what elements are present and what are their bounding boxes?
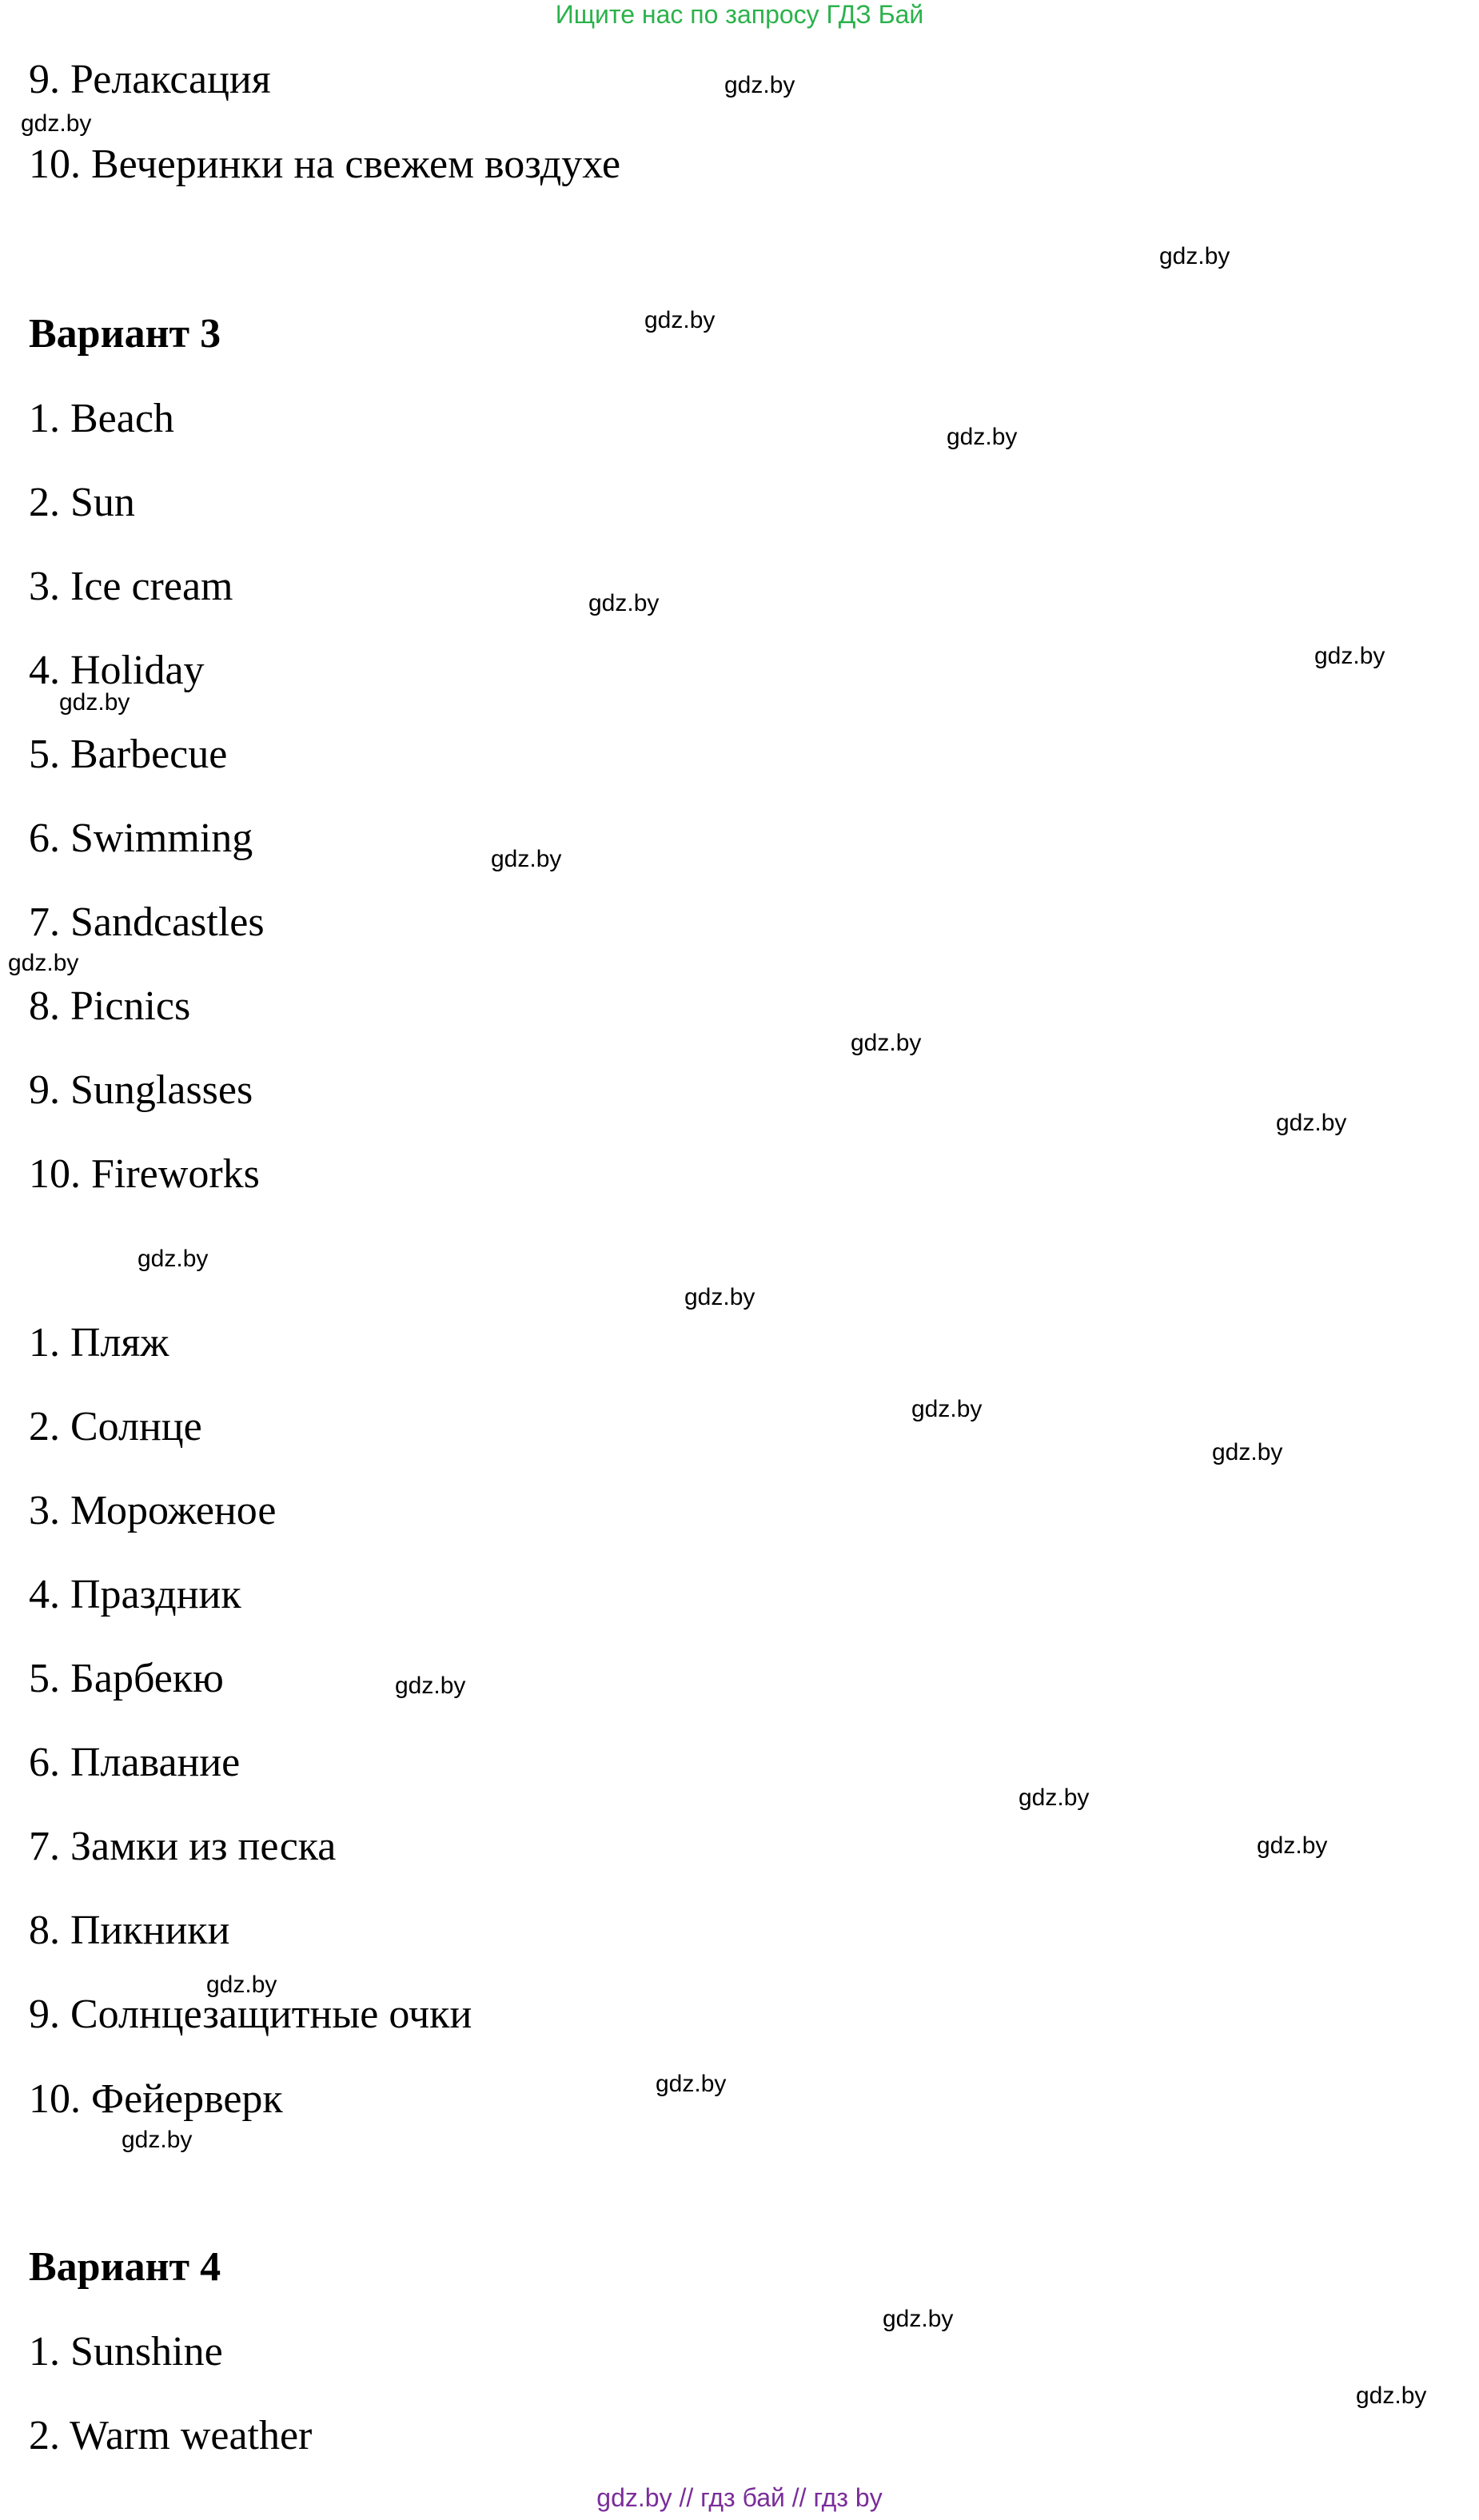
list-item: 9. Релаксация (29, 57, 271, 102)
watermark: gdz.by (59, 689, 130, 716)
variant-3-heading: Вариант 3 (29, 311, 221, 357)
watermark: gdz.by (1356, 2382, 1427, 2409)
list-item: 9. Sunglasses (29, 1067, 253, 1113)
list-item: 3. Мороженое (29, 1488, 277, 1533)
watermark: gdz.by (724, 72, 795, 98)
watermark: gdz.by (1276, 1110, 1347, 1136)
list-item: 7. Sandcastles (29, 899, 265, 945)
watermark: gdz.by (883, 2306, 954, 2332)
list-item: 10. Fireworks (29, 1151, 260, 1197)
watermark: gdz.by (21, 110, 92, 137)
watermark: gdz.by (1159, 243, 1230, 269)
list-item: 9. Солнцезащитные очки (29, 1992, 472, 2037)
list-item: 1. Beach (29, 396, 174, 441)
watermark: gdz.by (8, 950, 79, 976)
watermark: gdz.by (656, 2071, 727, 2097)
footer-links[interactable]: gdz.by // гдз бай // гдз by (596, 2483, 883, 2512)
watermark: gdz.by (138, 1246, 209, 1272)
watermark: gdz.by (1257, 1832, 1328, 1859)
watermark: gdz.by (947, 424, 1018, 450)
watermark: gdz.by (1314, 643, 1385, 669)
list-item: 5. Барбекю (29, 1656, 224, 1701)
list-item: 8. Picnics (29, 983, 191, 1029)
search-hint-link[interactable]: Ищите нас по запросу ГДЗ Бай (555, 0, 924, 29)
list-item: 1. Пляж (29, 1320, 169, 1366)
watermark: gdz.by (491, 846, 562, 872)
watermark: gdz.by (206, 1972, 277, 1998)
list-item: 4. Holiday (29, 648, 205, 693)
watermark: gdz.by (122, 2127, 193, 2153)
watermark: gdz.by (684, 1284, 755, 1310)
list-item: 10. Вечеринки на свежем воздухе (29, 142, 621, 187)
list-item: 10. Фейерверк (29, 2076, 283, 2122)
watermark: gdz.by (395, 1673, 466, 1699)
list-item: 1. Sunshine (29, 2329, 223, 2374)
watermark: gdz.by (588, 590, 660, 616)
watermark: gdz.by (1212, 1439, 1283, 1465)
list-item: 6. Swimming (29, 815, 253, 861)
list-item: 2. Солнце (29, 1404, 202, 1449)
list-item: 3. Ice cream (29, 564, 233, 609)
list-item: 8. Пикники (29, 1908, 230, 1953)
watermark: gdz.by (1019, 1784, 1090, 1811)
list-item: 7. Замки из песка (29, 1824, 337, 1869)
list-item: 5. Barbecue (29, 732, 228, 777)
list-item: 4. Праздник (29, 1572, 241, 1617)
watermark: gdz.by (644, 307, 716, 333)
watermark: gdz.by (911, 1396, 983, 1422)
watermark: gdz.by (851, 1030, 922, 1056)
variant-4-heading: Вариант 4 (29, 2244, 221, 2290)
list-item: 6. Плавание (29, 1740, 241, 1785)
list-item: 2. Warm weather (29, 2413, 313, 2458)
list-item: 2. Sun (29, 480, 135, 525)
